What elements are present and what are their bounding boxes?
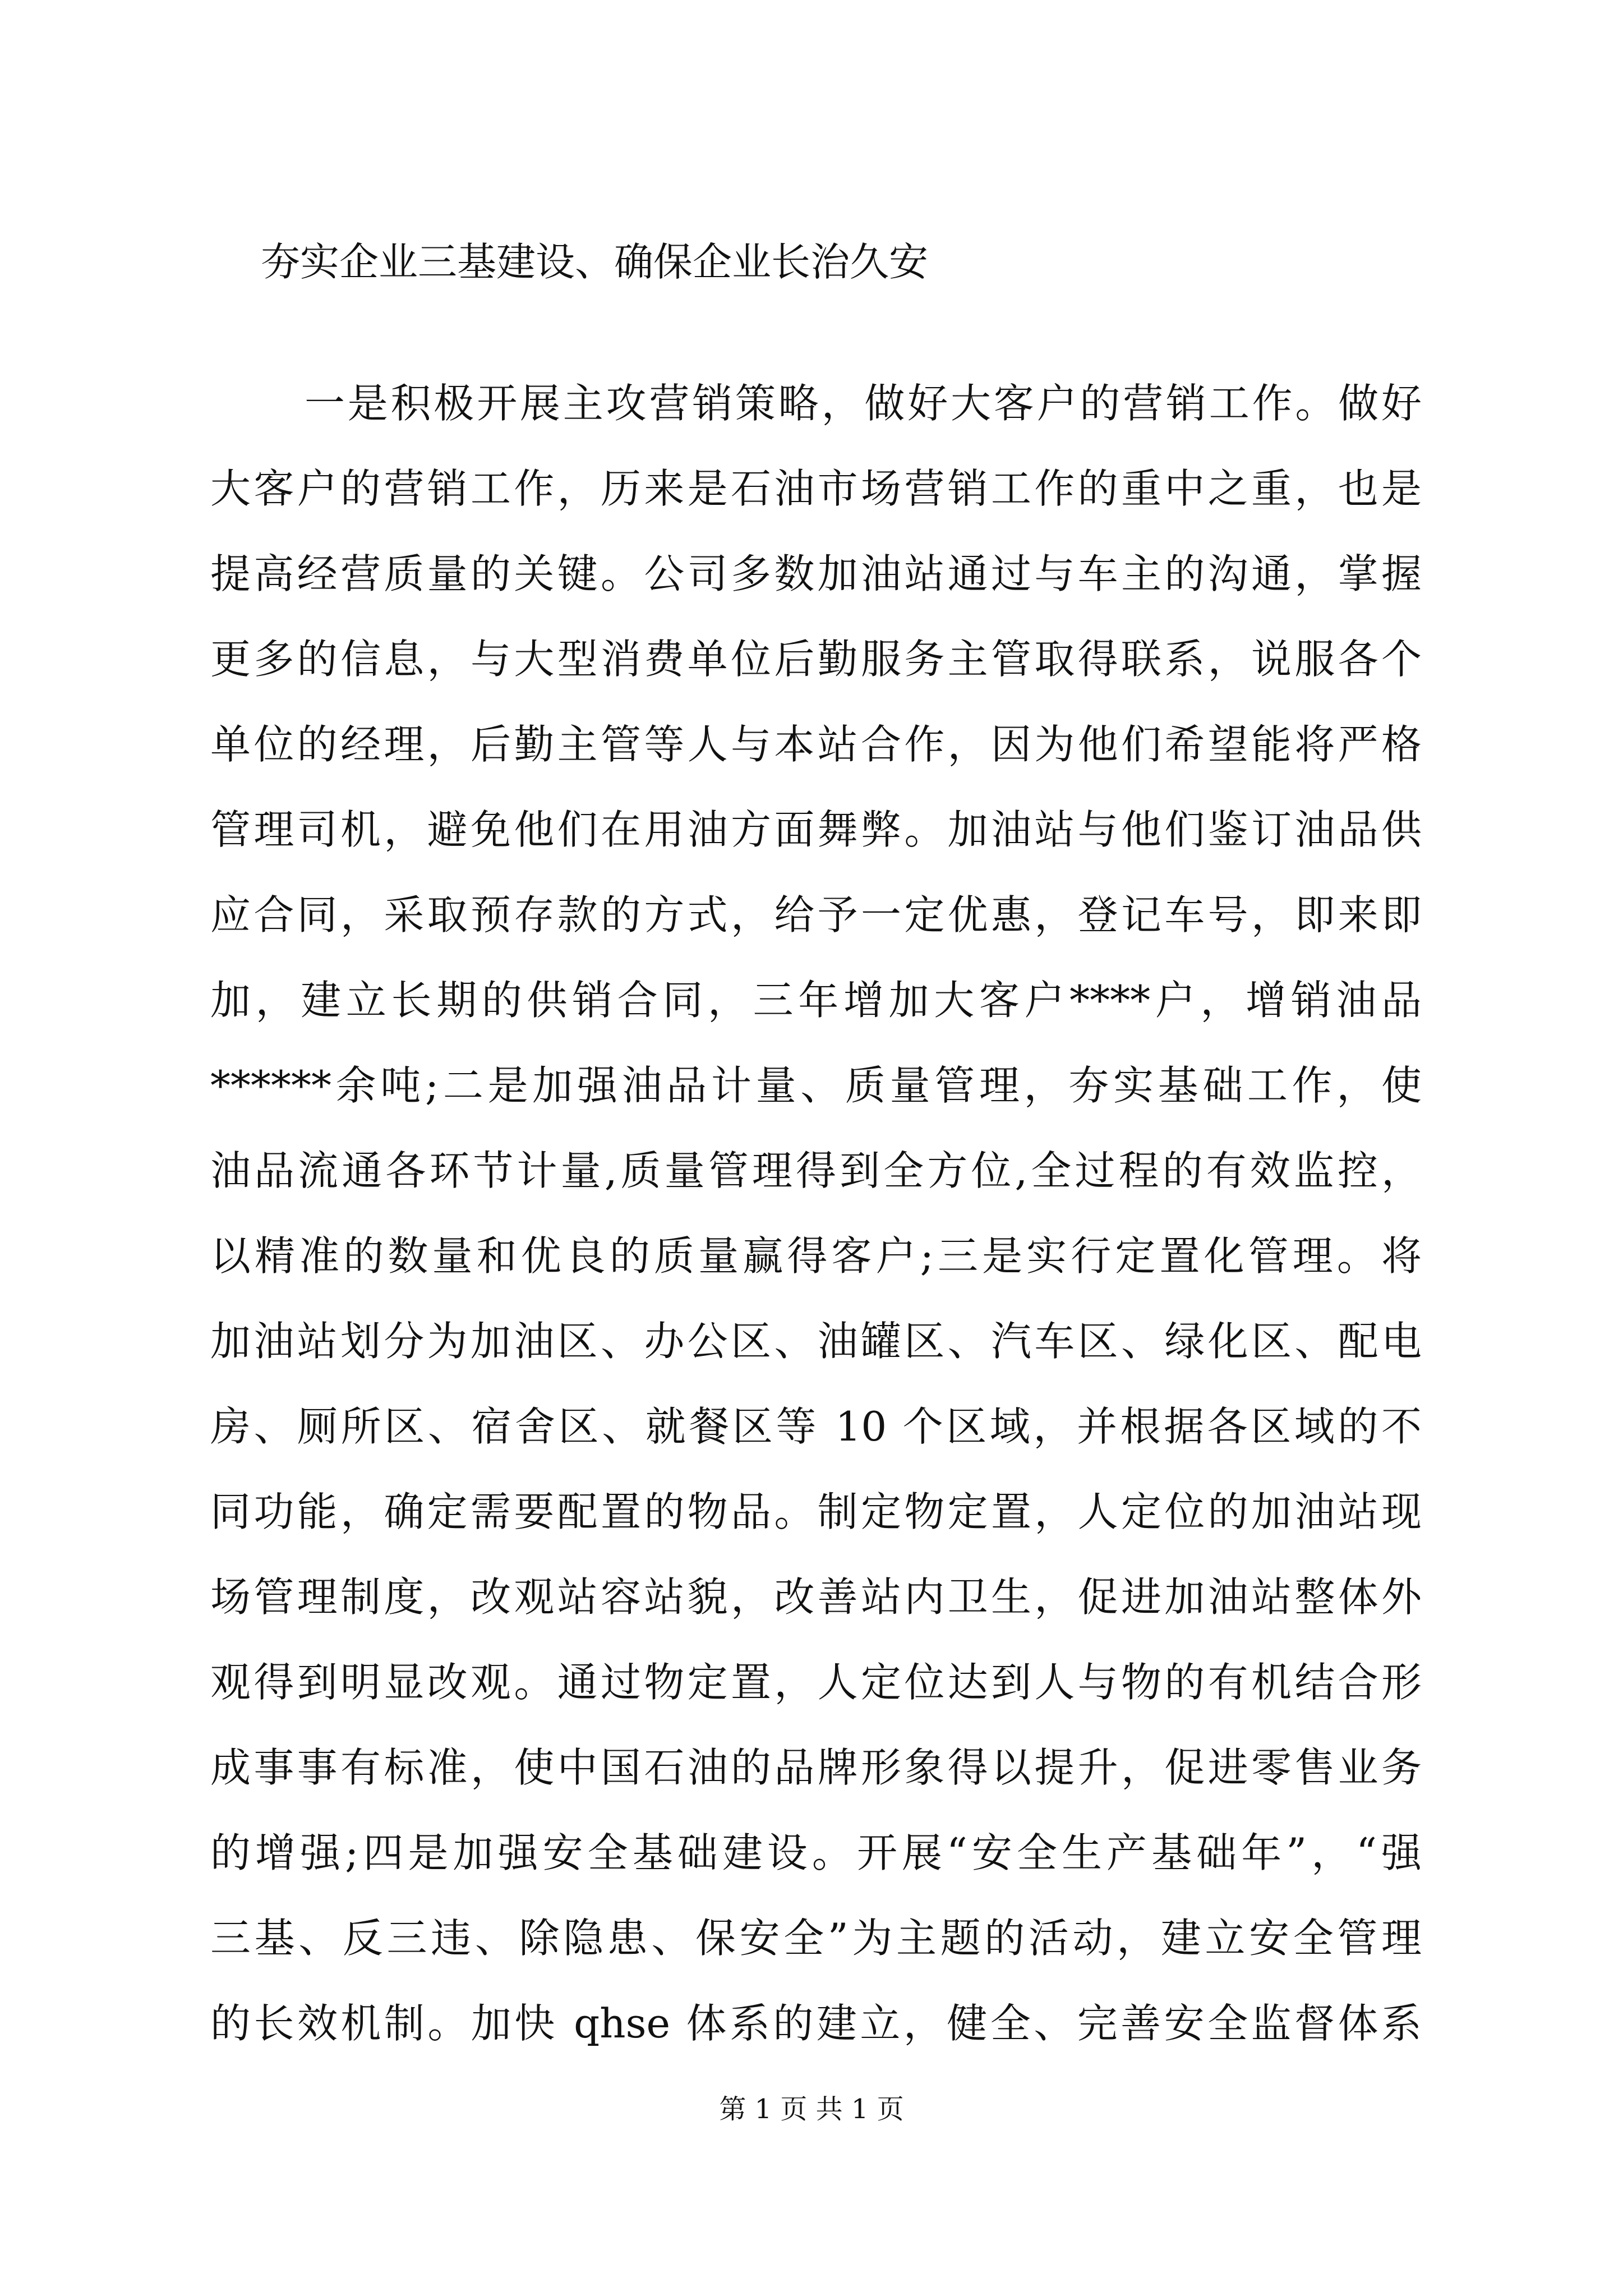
text-line: 大客户的营销工作，历来是石油市场营销工作的重中之重，也是 [210,465,1422,512]
text-line: 更多的信息，与大型消费单位后勤服务主管取得联系，说服各个 [210,636,1422,683]
text-line: ******余吨;二是加强油品计量、质量管理，夯实基础工作，使 [210,1062,1422,1109]
text-line: 房、厕所区、宿舍区、就餐区等 10 个区域，并根据各区域的不 [210,1403,1422,1450]
document-title: 夯实企业三基建设、确保企业长治久安 [261,239,928,285]
text-line: 油品流通各环节计量,质量管理得到全方位,全过程的有效监控， [210,1147,1422,1194]
text-line: 管理司机，避免他们在用油方面舞弊。加油站与他们鉴订油品供 [210,806,1422,853]
text-line: 提高经营质量的关键。公司多数加油站通过与车主的沟通，掌握 [210,550,1422,597]
text-line: 的增强;四是加强安全基础建设。开展“安全生产基础年”，“强 [210,1829,1422,1876]
body-text [210,361,1422,2066]
text-line: 一是积极开展主攻营销策略，做好大客户的营销工作。做好 [305,380,1422,427]
text-line: 同功能，确定需要配置的物品。制定物定置，人定位的加油站现 [210,1488,1422,1535]
text-line: 的长效机制。加快 qhse 体系的建立，健全、完善安全监督体系 [210,2000,1422,2047]
text-line: 应合同，采取预存款的方式，给予一定优惠，登记车号，即来即 [210,891,1422,938]
text-line: 加油站划分为加油区、办公区、油罐区、汽车区、绿化区、配电 [210,1318,1422,1365]
text-line: 加，建立长期的供销合同，三年增加大客户****户，增销油品 [210,977,1422,1024]
text-line: 成事事有标准，使中国石油的品牌形象得以提升，促进零售业务 [210,1744,1422,1791]
text-line: 场管理制度，改观站容站貌，改善站内卫生，促进加油站整体外 [210,1573,1422,1621]
text-line: 观得到明显改观。通过物定置，人定位达到人与物的有机结合形 [210,1659,1422,1706]
text-line: 以精准的数量和优良的质量赢得客户;三是实行定置化管理。将 [210,1232,1422,1280]
text-line: 单位的经理，后勤主管等人与本站合作，因为他们希望能将严格 [210,721,1422,768]
text-line: 三基、反三违、除隐患、保安全”为主题的活动，建立安全管理 [210,1915,1422,1962]
page-footer: 第 1 页 共 1 页 [719,2093,904,2125]
